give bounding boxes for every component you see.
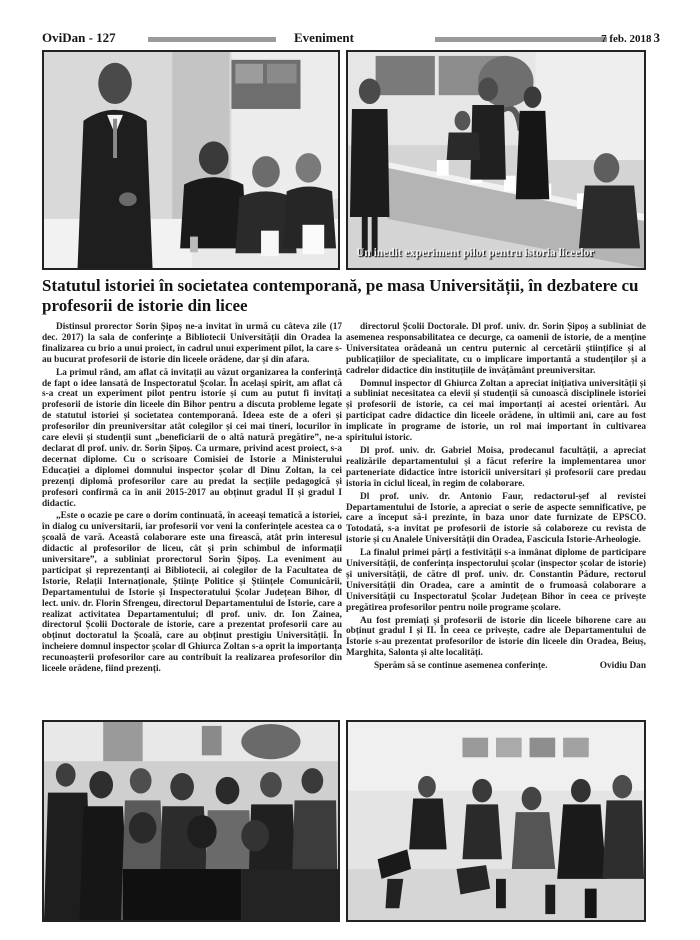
header-rule — [435, 37, 607, 42]
article-paragraph: „Este o ocazie pe care o dorim continuată, în aceeași tematică a istoriei, în dialog cu universitarii, iar profesorii vor veni la conferințele acestea ca o școală de vară. Această colaborare este una firească, atât prin interesul didactic al profesorilor de liceu, cât și prin schimbul de informații universitare”, a subliniat prorectorul Sorin Șipoș. La eveniment au participat și reprezentanți ai Bibliotecii, ai colegilor de la Facultatea de Istorie, Relații Internaționale, Științe Politice și Științele Comunicării, Departamentului de Istorie și Inspectoratului Școlar Județean Bihor, dl lect. univ. dr. Florin Sfrengeu, directorul Departamentului de Istorie, care a realizat activitatea Departamentului; dl prof. univ. dr. Ion Zainea, directorul Școlii Doctorale de istorie, care a prezentat profesorii care au obținut doctoratul la Școală, care au obținut prestigiu Universității. În încheiere domnul inspector școlar dl Ghiurca Zoltan s-a oprit la importanța recunoașterii profesorilor care au contribuit la realizarea profesorilor din liceele orădene, fiind prezenți. — [42, 511, 342, 675]
article-column-left — [42, 322, 342, 677]
article-paragraph: Dl prof. univ. dr. Gabriel Moisa, prodecanul facultății, a apreciat realizările departamentului și a făcut referire la implementarea unor parteneriate didactice între istoricii universitari și profesorii care predau istoria în ciclul liceal, în regim de colaborare. — [346, 445, 646, 489]
photo-caption: Un inedit experiment pilot pentru istoria liceelor — [356, 247, 595, 259]
article-paragraph: Distinsul prorector Sorin Șipoș ne-a invitat în urmă cu câteva zile (17 dec. 2017) la sala de conferințe a Bibliotecii Universității din Oradea la finalizarea cu brio a unui proiect, în cadrul unui experiment pilot, la care s-au bucurat profesorii de istorie din liceele orădene, dar și din afara. — [42, 322, 342, 365]
article-paragraph: La finalul primei părți a festivității s-a înmânat diplome de participare Universității, de conferința inspectorului școlar (inspector școlar de istorie) și universității, de către dl prof. univ. dr. Constantin Pădure, rectorul Universității din Oradea, care a amintit de o frumoasă colaborare a Universității cu Inspectoratul Școlar Județean Bihor în ceea ce privește pregătirea profesorilor pentru noile programe școlare. — [346, 548, 646, 613]
photo-award-presentation — [346, 50, 646, 270]
photo-audience-left-image — [44, 722, 338, 920]
header-rule — [148, 37, 276, 42]
photo-audience-left — [42, 720, 340, 922]
photo-award-presentation-image — [348, 52, 644, 268]
article-headline: Statutul istoriei în societatea contemporană, pe masa Universității, în dezbatere cu profesorii de istorie din licee — [42, 276, 639, 315]
article-closing — [346, 661, 646, 672]
author-signature: Ovidiu Dan — [599, 661, 646, 672]
photo-audience-right — [346, 720, 646, 922]
issue-date: 7 feb. 2018 — [601, 33, 652, 45]
article-paragraph: Au fost premiați și profesorii de istorie din liceele bihorene care au obținut gradul I și II. În ceea ce privește, cadre ale Departamentului de Istorie s-au prezentat profesorilor de istorie din liceele din Oradea, Beiuș, Marghita, Salonta și alte localități. — [346, 615, 646, 659]
article-paragraph: Domnul inspector dl Ghiurca Zoltan a apreciat inițiativa universității și a subliniat necesitatea ca elevii și studenții să cunoască disciplinele istoriei și profesorii de istorie, ca cei mai importanți ai acestei orientări. Au participat cadre didactice din liceele orădene, în ultimii ani, care au fost implicate în programe de istorie, un rol mai important în cultivarea spiritului istoric. — [346, 378, 646, 444]
closing-line: Sperăm să se continue asemenea conferințe. — [374, 661, 548, 672]
article-paragraph: La primul rând, am aflat că invitații au văzut organizarea la conferință de fapt o idee lansată de Inspectoratul Școlar. În același spirit, am aflat că s-a creat un experiment pilot pentru istorie și cum au putut fi invitați profesorii de istorie din liceele din Bihor pentru a discuta probleme legate de statutul istoriei și societatea contemporană. Ideea este de a oferi și profesorilor din preuniversitar atât colegilor și cei mai tineri, locurilor în care elevii și studenții sunt „beneficiarii de o altă natură pregătire”, ne-a declarat dl prof. univ. dr. Sorin Șipoș. Ca urmare, privind acest proiect, s-a decernat diplome. Cu o scrisoare Comisiei de Istorie a Ministerului Educației a diplomei domnului inspector școlar dl Dinu Zoltan, la cei prezenți diplomă profesorilor care au predat la secțiile pedagogică și profesori confirmă ca în anii 2015-2017 au obținut gradul II și gradul I didactic. — [42, 367, 342, 509]
article-paragraph: Dl prof. univ. dr. Antonio Faur, redactorul-șef al revistei Departamentului de Istorie, a apreciat o serie de aspecte semnificative, pe care a început să-i prezinte, în baza unor date furnizate de EPSCO. Totodată, s-a invitat pe profesorii de istorie să colaboreze cu revista de istorie și cu Analele Universității din Oradea, Fascicula Istorie-Arheologie. — [346, 491, 646, 546]
page-header — [42, 30, 660, 50]
publication-issue: OviDan - 127 — [42, 30, 116, 45]
photo-speaker-panel-image — [44, 52, 338, 268]
header-date-page — [601, 30, 660, 46]
photo-speaker-panel — [42, 50, 340, 270]
page-number: 3 — [653, 30, 660, 45]
article-column-right — [346, 322, 646, 674]
section-title: Eveniment — [294, 30, 354, 45]
article-paragraph: directorul Școlii Doctorale. Dl prof. univ. dr. Sorin Șipoș a subliniat de asemenea responsabilitatea ce decurge, ca oamenii de istorie, de a menține Universitatea orădeană un centru puternic al cercetării științifice și al publicațiilor de specialitate, cu o implicare importantă a studenților și a cadrelor didactice din instituțiile de învățământ preuniversitar. — [346, 322, 646, 376]
photo-audience-right-image — [348, 722, 644, 920]
